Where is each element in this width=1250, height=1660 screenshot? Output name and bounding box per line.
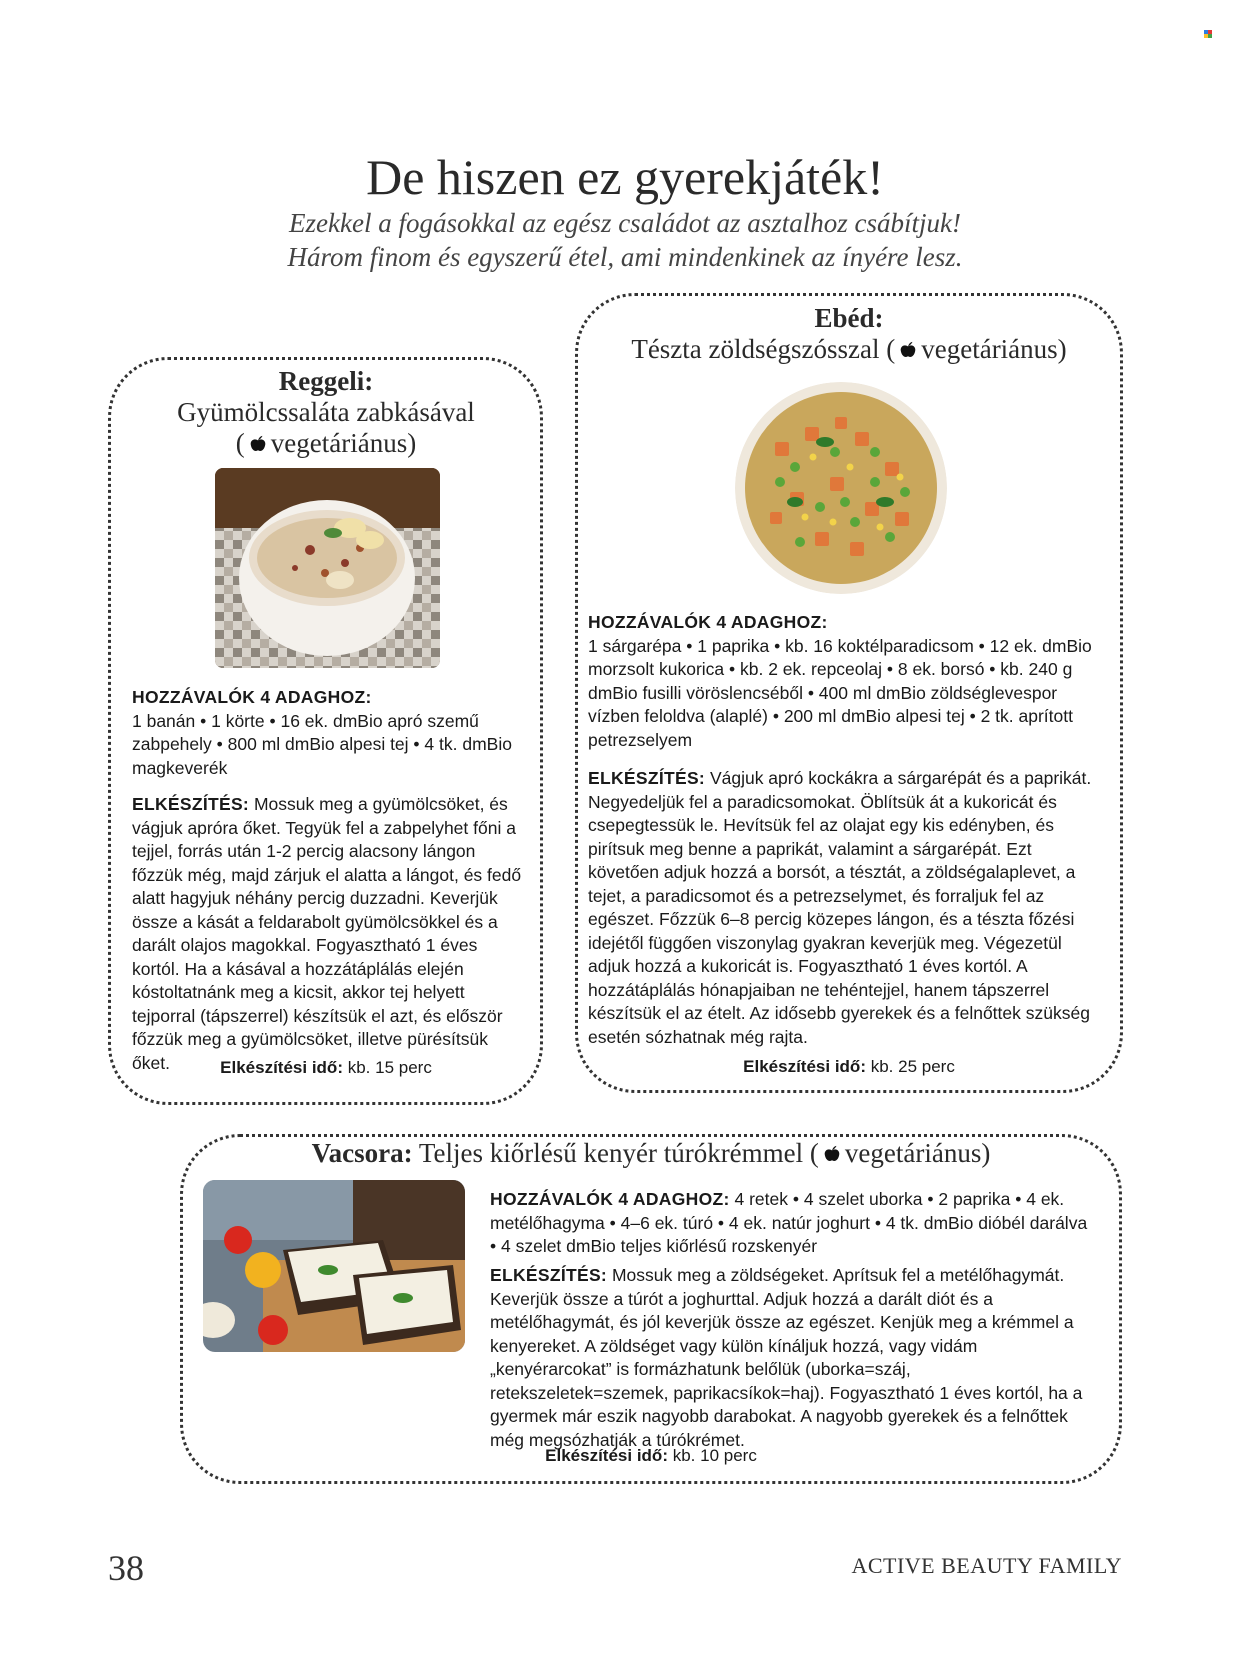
lunch-ingredients-heading: HOZZÁVALÓK 4 ADAGHOZ: bbox=[588, 612, 828, 632]
dinner-prep-heading: ELKÉSZÍTÉS: bbox=[490, 1265, 608, 1285]
lunch-dish-line bbox=[585, 334, 1113, 365]
breakfast-vegetarian-tag bbox=[120, 428, 532, 459]
page-subtitle-line-1: Ezekkel a fogásokkal az egész családot az asztalhoz csábítjuk! bbox=[289, 208, 961, 238]
lunch-photo bbox=[735, 382, 947, 594]
breakfast-dish-name: Gyümölcssaláta zabkásával bbox=[177, 397, 475, 427]
breakfast-veg-open: ( bbox=[235, 428, 245, 458]
dinner-ingredients bbox=[490, 1188, 1090, 1259]
breakfast-preparation bbox=[132, 793, 524, 1075]
breakfast-time bbox=[120, 1058, 532, 1078]
lunch-time bbox=[585, 1057, 1113, 1077]
breakfast-time-label: Elkészítési idő: bbox=[220, 1058, 343, 1077]
dinner-ingredients-heading: HOZZÁVALÓK 4 ADAGHOZ: bbox=[490, 1189, 730, 1209]
dinner-ingredients-list: 4 retek • 4 szelet uborka • 2 paprika • 4 ek. metélőhagyma • 4–6 ek. túró • 4 ek. natúr joghurt • 4 tk. dmBio dióbél darálva • 4 szelet dmBio teljes kiőrlésű rozskenyér bbox=[490, 1189, 1088, 1256]
corner-color-mark bbox=[1204, 30, 1212, 38]
dinner-time-label: Elkészítési idő: bbox=[545, 1446, 668, 1465]
apple-icon bbox=[823, 1145, 841, 1163]
dinner-dish-name: Teljes kiőrlésű kenyér túrókrémmel ( bbox=[418, 1138, 819, 1168]
breakfast-ingredients-heading: HOZZÁVALÓK 4 ADAGHOZ: bbox=[132, 687, 372, 707]
breakfast-photo bbox=[215, 468, 440, 668]
dinner-heading bbox=[190, 1138, 1112, 1169]
lunch-label: Ebéd: bbox=[814, 303, 884, 333]
magazine-name: ACTIVE BEAUTY FAMILY bbox=[851, 1553, 1122, 1578]
breakfast-ingredients bbox=[132, 686, 522, 780]
dinner-veg-label: vegetáriánus) bbox=[844, 1138, 991, 1168]
lunch-time-label: Elkészítési idő: bbox=[743, 1057, 866, 1076]
lunch-prep-heading: ELKÉSZÍTÉS: bbox=[588, 768, 706, 788]
lunch-heading bbox=[585, 303, 1113, 365]
lunch-prep-text: Vágjuk apró kockákra a sárgarépát és a paprikát. Negyedeljük fel a paradicsomokat. Öblítsük át a kukoricát és csepegtessük le. Hevítsük fel az olajat egy kis edényben, és pirítsuk meg benne a paprikát, valamint a sárgarépát. Ezt követően adjuk hozzá a borsót, a tésztát, a zöldségalaplevet, a tejet, a paradicsomot és a petrezselymet, és forraljuk fel az egészet. Főzzük 6–8 percig közepes lángon, és a tészta főzési idejétől függően viszonylag gyakran keverjük meg. Végezetül adjuk hozzá a kukoricát is. Fogyasztható 1 éves kortól. A hozzátáplálás hónapjaiban ne tehéntejjel, hanem tápszerrel készítsük el az ételt. Az idősebb gyerekek és a felnőttek szükség esetén sózhatnak még rajta. bbox=[588, 768, 1092, 1047]
lunch-dish-name: Tészta zöldségszósszal ( bbox=[631, 334, 896, 364]
breakfast-time-value: kb. 15 perc bbox=[347, 1058, 432, 1077]
breakfast-prep-text: Mossuk meg a gyümölcsöket, és vágjuk apróra őket. Tegyük fel a zabpelyhet főni a tejjel, forrás után 1-2 percig alacsony lángon főzzük még, majd zárjuk el alatta a lángot, és fedő alatt hagyjuk néhány percig duzzadni. Keverjük össze a kását a feldarabolt gyümölcsökkel és a darált olajos magokkal. Fogyasztható 1 éves kortól. Ha a kásával a hozzátáplálás elején kóstoltatnánk meg a kicsit, akkor tej helyett tejporral (tápszerrel) készítsük el azt, és először főzzük meg a gyümölcsöket, illetve pürésítsük őket. bbox=[132, 794, 522, 1073]
page-title: De hiszen ez gyerekjáték! bbox=[366, 149, 884, 205]
breakfast-prep-heading: ELKÉSZÍTÉS: bbox=[132, 794, 250, 814]
breakfast-ingredients-list: 1 banán • 1 körte • 16 ek. dmBio apró szemű zabpehely • 800 ml dmBio alpesi tej • 4 tk. dmBio magkeverék bbox=[132, 710, 512, 778]
dinner-label: Vacsora: bbox=[311, 1138, 413, 1168]
dinner-preparation bbox=[490, 1264, 1090, 1452]
lunch-veg-label: vegetáriánus) bbox=[921, 334, 1067, 364]
lunch-ingredients bbox=[588, 611, 1106, 752]
page-number: 38 bbox=[108, 1548, 144, 1588]
page-subtitle-line-2: Három finom és egyszerű étel, ami mindenkinek az ínyére lesz. bbox=[287, 242, 963, 272]
lunch-ingredients-list: 1 sárgarépa • 1 paprika • kb. 16 koktélparadicsom • 12 ek. dmBio morzsolt kukorica • kb. 2 ek. repceolaj • 8 ek. borsó • kb. 240 g dmBio fusilli vöröslencséből • 400 ml dmBio zöldséglevespor vízben feloldva (alaplé) • 200 ml dmBio alpesi tej • 2 tk. aprított petrezselyem bbox=[588, 635, 1092, 750]
breakfast-label: Reggeli: bbox=[278, 366, 374, 396]
breakfast-veg-label: vegetáriánus) bbox=[270, 428, 417, 458]
dinner-time-value: kb. 10 perc bbox=[672, 1446, 757, 1465]
lunch-time-value: kb. 25 perc bbox=[870, 1057, 955, 1076]
apple-icon bbox=[899, 341, 917, 359]
dinner-time bbox=[190, 1446, 1112, 1466]
lunch-preparation bbox=[588, 767, 1106, 1049]
dinner-dish-line bbox=[190, 1138, 1112, 1169]
dinner-prep-text: Mossuk meg a zöldségeket. Aprítsuk fel a metélőhagymát. Keverjük össze a túrót a joghurttal. Adjuk hozzá a darált diót és a metélőhagymát, és jól keverjük össze az egészet. Kenjük meg a krémmel a kenyereket. A zöldséget vagy külön kínáljuk hozzá, vagy vidám „kenyérarcokat” is formázhatunk belőlük (uborka=száj, retekszeletek=szemek, paprikacsíkok=haj). Fogyasztható 1 éves kortól, ha a gyermek már eszik nagyobb darabokat. A nagyobb gyerekek és a felnőttek még megsózhatják a túrókrémet. bbox=[490, 1265, 1083, 1450]
breakfast-heading bbox=[120, 366, 532, 459]
apple-icon bbox=[249, 435, 267, 453]
dinner-photo bbox=[203, 1180, 465, 1352]
